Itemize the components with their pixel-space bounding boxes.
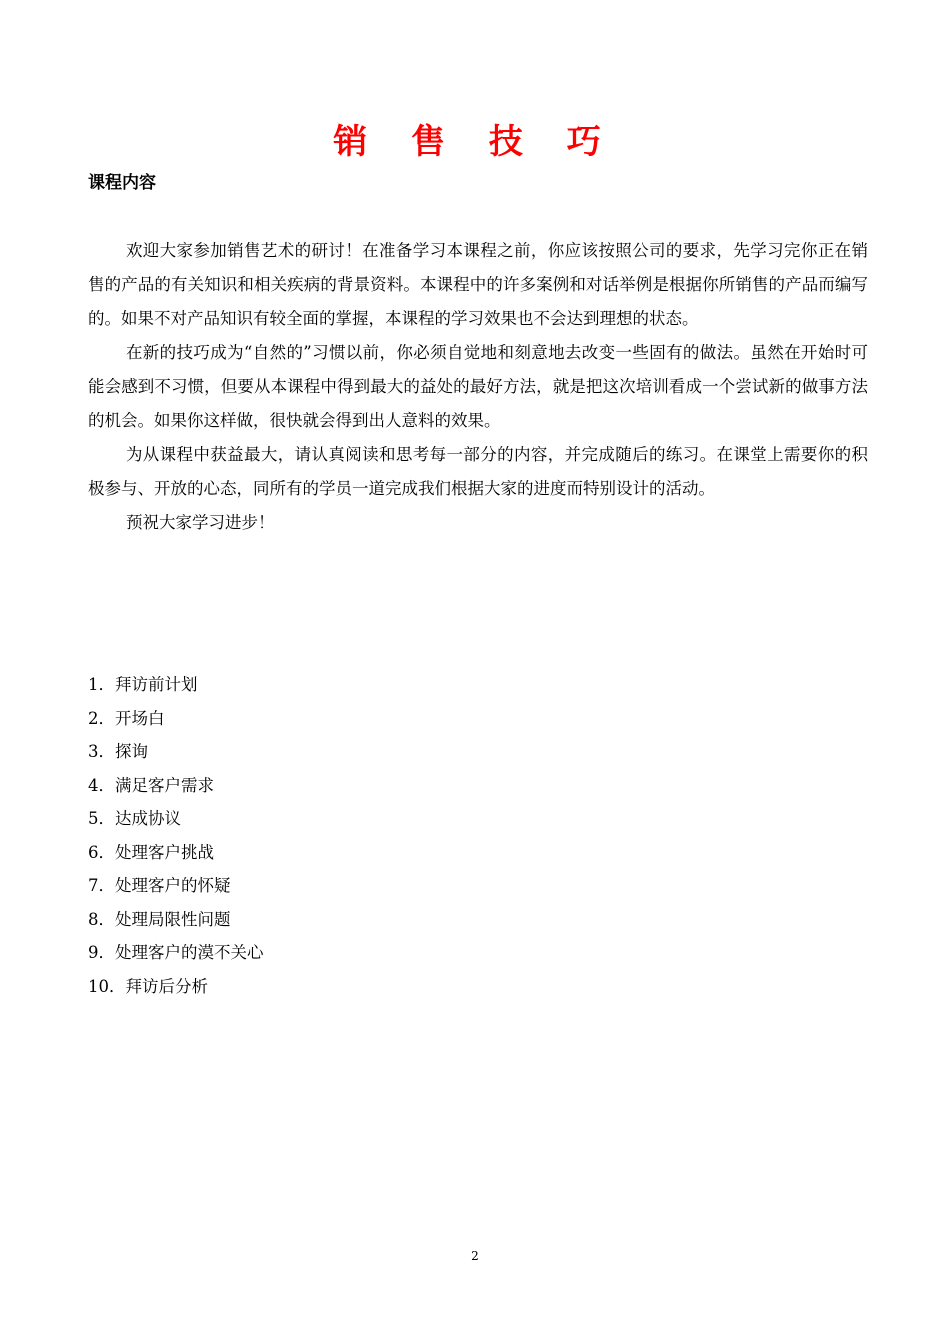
intro-text (88, 234, 868, 540)
outline-item: 6．处理客户挑战 (88, 842, 214, 862)
page-title: 销 售 技 巧 (333, 122, 617, 162)
outline-item: 5．达成协议 (88, 809, 181, 828)
outline-item: 2．开场白 (88, 708, 165, 728)
outline-item: 4．满足客户需求 (88, 775, 214, 795)
intro-paragraph: 在新的技巧成为“自然的”习惯以前，你必须自觉地和刻意地去改变一些固有的做法。虽然在开始时可能会感到不习惯，但要从本课程中得到最大的益处的最好方法，就是把这次培训看成一个尝试新的做事方法的机会。如果你这样做，很快就会得到出人意料的效果。 (88, 343, 868, 430)
outline-item: 1．拜访前计划 (88, 675, 198, 694)
intro-paragraph: 为从课程中获益最大，请认真阅读和思考每一部分的内容，并完成随后的练习。在课堂上需要你的积极参与、开放的心态，同所有的学员一道完成我们根据大家的进度而特别设计的活动。 (88, 445, 868, 498)
page-number: 2 (471, 1249, 479, 1263)
outline-item: 9．处理客户的漠不关心 (88, 943, 264, 962)
closing-wish: 预祝大家学习进步！ (125, 513, 275, 532)
outline-item: 8．处理局限性问题 (88, 909, 231, 929)
outline-item: 10．拜访后分析 (88, 976, 208, 996)
intro-paragraph: 欢迎大家参加销售艺术的研讨！在准备学习本课程之前，你应该按照公司的要求，先学习完你正在销售的产品的有关知识和相关疾病的背景资料。本课程中的许多案例和对话举例是根据你所销售的产品而编写的。如果不对产品知识有较全面的掌握，本课程的学习效果也不会达到理想的状态。 (88, 241, 868, 328)
section-heading: 课程内容 (88, 173, 156, 193)
course-outline-list (88, 668, 588, 1003)
outline-item: 7．处理客户的怀疑 (88, 876, 231, 895)
outline-item: 3．探询 (88, 742, 148, 761)
